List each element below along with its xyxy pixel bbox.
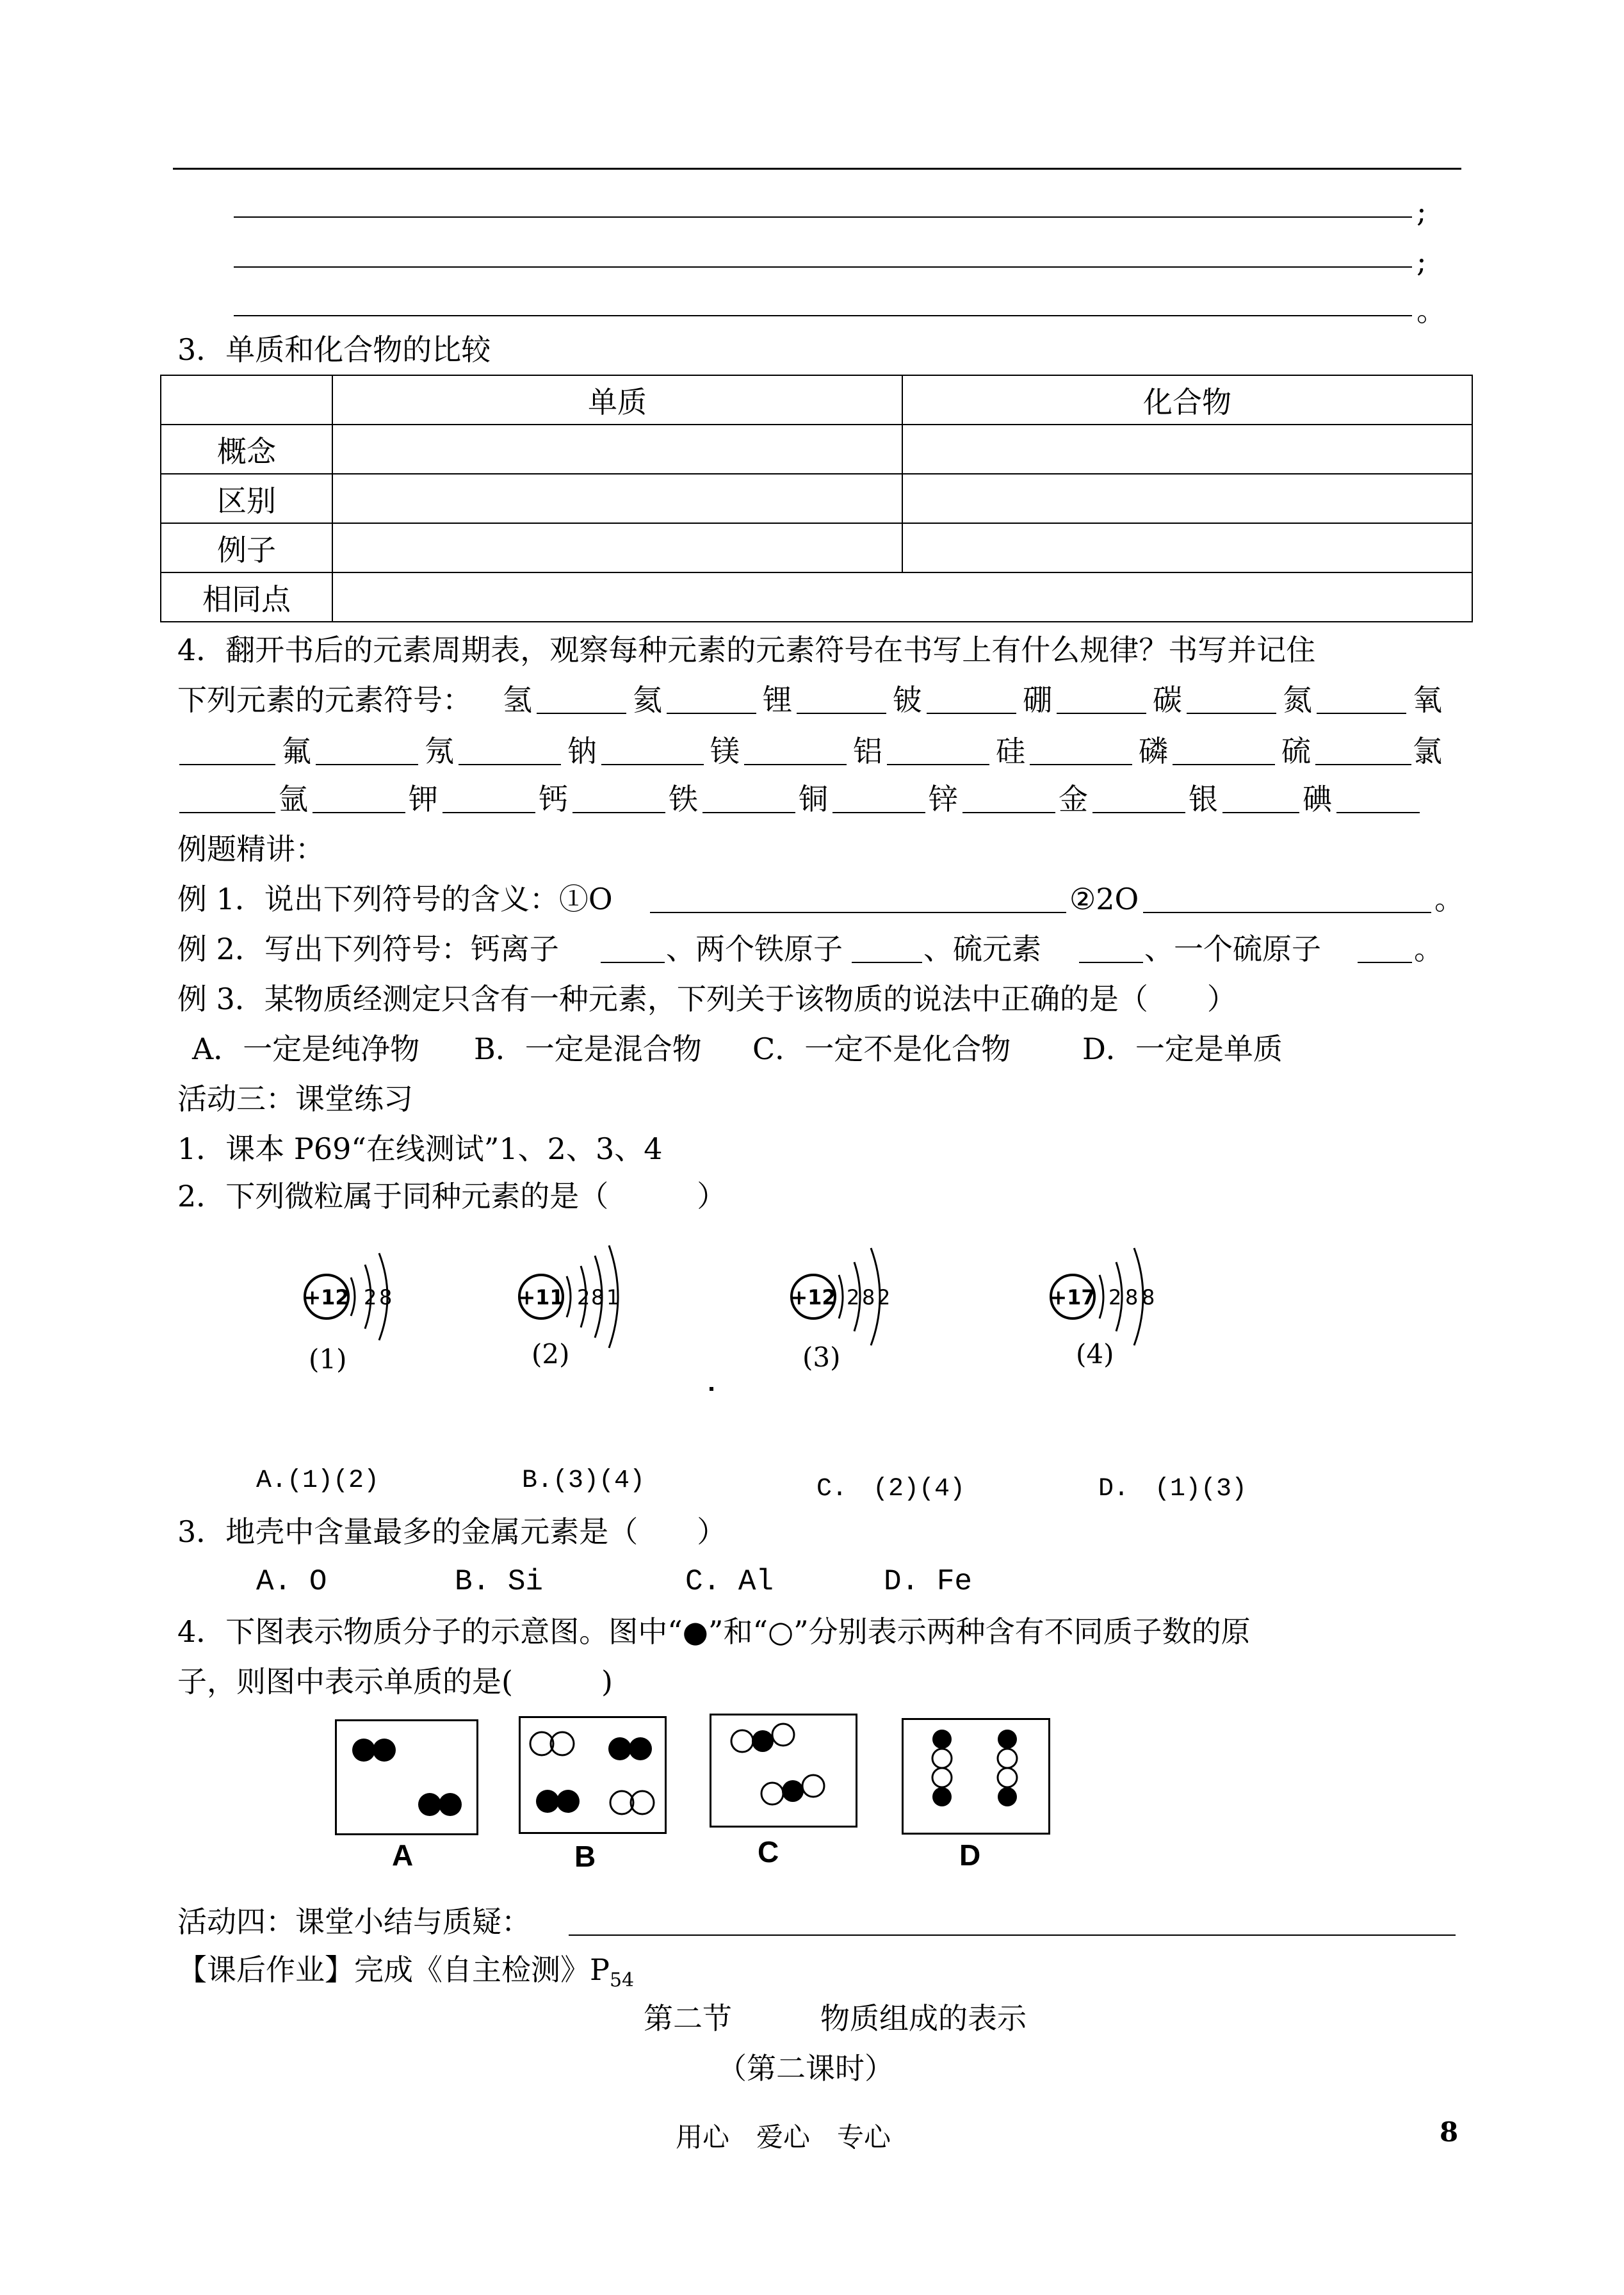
table-header-cell: 化合物 [902, 375, 1472, 425]
table-row [161, 425, 1472, 474]
molecule-label[interactable]: D [959, 1838, 981, 1872]
example-2-part: 例 2．写出下列符号：钙离子 [177, 932, 559, 966]
homework-text: 【课后作业】完成《自主检测》P [177, 1952, 610, 1987]
answer-blank-line[interactable] [1187, 713, 1276, 714]
element-name: 镁 [710, 734, 740, 768]
section-title: 第二节 物质组成的表示 [644, 2001, 1027, 2036]
nucleus-charge: +12 [790, 1285, 836, 1310]
answer-blank-line[interactable] [797, 713, 886, 714]
table-header-cell: 单质 [332, 375, 902, 425]
answer-blank-line[interactable] [832, 812, 925, 813]
table-row [161, 523, 1472, 572]
row-label: 例子 [161, 523, 332, 572]
element-name: 氦 [633, 683, 662, 717]
table-row [161, 572, 1472, 622]
answer-blank-line[interactable] [1079, 962, 1143, 963]
element-name: 锌 [929, 782, 958, 816]
element-name: 铍 [893, 683, 922, 717]
q3-title: 3．单质和化合物的比较 [177, 332, 491, 367]
answer-blank-line[interactable] [1143, 912, 1431, 913]
element-name: 氧 [1413, 683, 1442, 717]
element-name: 铝 [853, 734, 882, 768]
element-name: 金 [1059, 782, 1088, 816]
answer-blank-line[interactable] [569, 1934, 1456, 1936]
answer-blank-line[interactable] [234, 266, 1412, 268]
activity3-heading: 活动三：课堂练习 [177, 1082, 413, 1116]
element-name: 钾 [409, 782, 438, 816]
example-2-part: 、两个铁原子 [666, 932, 843, 966]
answer-blank-line[interactable] [313, 812, 405, 813]
element-name: 氩 [279, 782, 308, 816]
line-end-punct: ; [1417, 194, 1427, 229]
practice-3-option[interactable]: D. Fe [884, 1565, 973, 1598]
line-end-punct: 。 [1417, 293, 1446, 328]
practice-2-option[interactable]: D. (1)(3) [1098, 1475, 1247, 1504]
answer-blank-line[interactable] [1092, 812, 1185, 813]
atom-structure-diagram [1041, 1239, 1194, 1367]
element-name: 碘 [1303, 782, 1332, 816]
q4-line1: 4．翻开书后的元素周期表，观察每种元素的元素符号在书写上有什么规律？书写并记住 [177, 633, 1316, 667]
answer-blank-line[interactable] [601, 962, 665, 963]
shell-electrons: 8 [379, 1285, 393, 1310]
atom-structure-diagram [282, 1239, 429, 1367]
section-subtitle: （第二课时） [717, 2051, 894, 2086]
answer-blank-line[interactable] [1336, 812, 1420, 813]
atom-structure-diagram [775, 1239, 929, 1367]
answer-blank-line[interactable] [572, 812, 665, 813]
answer-cell[interactable] [332, 572, 1472, 622]
nucleus-charge: +17 [1050, 1285, 1096, 1310]
answer-blank-line[interactable] [667, 713, 756, 714]
example-3: 例 3．某物质经测定只含有一种元素，下列关于该物质的说法中正确的是（ ） [177, 982, 1237, 1016]
answer-blank-line[interactable] [459, 764, 561, 765]
answer-blank-line[interactable] [650, 912, 1066, 913]
row-label: 概念 [161, 425, 332, 474]
answer-blank-line[interactable] [1317, 713, 1406, 714]
atom-caption: (1) [309, 1343, 347, 1375]
table-row [161, 474, 1472, 523]
example-2-part: 。 [1414, 932, 1443, 966]
row-label: 区别 [161, 474, 332, 523]
page-number: 8 [1440, 2116, 1459, 2148]
answer-blank-line[interactable] [1315, 764, 1411, 765]
answer-cell[interactable] [902, 474, 1472, 523]
atom-caption: (3) [802, 1342, 841, 1373]
element-name: 氢 [503, 683, 532, 717]
answer-blank-line[interactable] [1173, 764, 1275, 765]
atom-caption: (2) [532, 1338, 570, 1370]
line-end-punct: ; [1417, 244, 1427, 279]
example-1-prefix: 例 1．说出下列符号的含义：①O [177, 882, 613, 916]
answer-cell[interactable] [902, 425, 1472, 474]
answer-blank-line[interactable] [1222, 812, 1299, 813]
answer-blank-line[interactable] [316, 764, 418, 765]
shell-electrons: 1 [606, 1285, 620, 1310]
q4-line2-prefix: 下列元素的元素符号： [177, 683, 472, 717]
shell-electrons: 8 [1142, 1285, 1155, 1310]
molecule-box-c [710, 1714, 857, 1828]
answer-cell[interactable] [332, 474, 902, 523]
comparison-table [160, 375, 1473, 622]
example-1-mid: ②2O [1069, 882, 1139, 916]
answer-cell[interactable] [332, 523, 902, 572]
element-name: 碳 [1153, 683, 1182, 717]
footer-motto: 用心 爱心 专心 [676, 2121, 891, 2153]
answer-blank-line[interactable] [537, 713, 626, 714]
element-name: 氮 [1283, 683, 1312, 717]
shell-electrons: 2 [847, 1285, 860, 1310]
answer-blank-line[interactable] [702, 812, 795, 813]
element-name: 氟 [282, 734, 311, 768]
answer-blank-line[interactable] [1358, 962, 1412, 963]
answer-blank-line[interactable] [601, 764, 704, 765]
practice-2-option[interactable]: B.(3)(4) [522, 1466, 646, 1495]
molecule-box-a [335, 1719, 478, 1835]
answer-cell[interactable] [902, 523, 1472, 572]
answer-blank-line[interactable] [962, 812, 1055, 813]
practice-4-line1: 4．下图表示物质分子的示意图。图中“●”和“○”分别表示两种含有不同质子数的原 [177, 1614, 1251, 1649]
nucleus-charge: +11 [518, 1285, 564, 1310]
practice-2: 2．下列微粒属于同种元素的是（ ） [177, 1179, 727, 1213]
shell-electrons: 8 [591, 1285, 605, 1310]
answer-blank-line[interactable] [234, 216, 1412, 218]
practice-4-line2: 子，则图中表示单质的是( ) [177, 1664, 613, 1699]
element-name: 锂 [763, 683, 792, 717]
answer-blank-line[interactable] [887, 764, 989, 765]
molecule-label[interactable]: B [574, 1840, 596, 1873]
practice-3-option[interactable]: B. Si [455, 1565, 544, 1598]
molecule-box-d [902, 1718, 1050, 1835]
answer-blank-line[interactable] [1030, 764, 1132, 765]
element-name: 钙 [539, 782, 568, 816]
example-3-option[interactable]: D．一定是单质 [1082, 1032, 1283, 1066]
shell-electrons: 2 [877, 1285, 891, 1310]
table-row [161, 375, 1472, 425]
examples-heading: 例题精讲： [177, 832, 325, 866]
shell-electrons: 2 [577, 1285, 590, 1310]
stray-dot [710, 1387, 713, 1391]
shell-electrons: 2 [1108, 1285, 1122, 1310]
answer-blank-line[interactable] [443, 812, 535, 813]
answer-cell[interactable] [332, 425, 902, 474]
atom-caption: (4) [1076, 1338, 1114, 1370]
homework [177, 1950, 634, 2000]
element-name: 磷 [1139, 734, 1168, 768]
molecule-box-b [519, 1716, 667, 1834]
practice-3: 3．地壳中含量最多的金属元素是（ ） [177, 1514, 727, 1549]
element-name: 氯 [1413, 734, 1442, 768]
element-name: 铁 [669, 782, 698, 816]
element-name: 铜 [799, 782, 828, 816]
nucleus-charge: +12 [304, 1285, 350, 1310]
answer-blank-line[interactable] [852, 962, 922, 963]
answer-blank-line[interactable] [234, 315, 1412, 316]
element-name: 硅 [996, 734, 1025, 768]
example-2-part: 、硫元素 [923, 932, 1041, 966]
practice-2-option[interactable]: C. (2)(4) [816, 1475, 966, 1504]
example-3-option[interactable]: B．一定是混合物 [474, 1032, 702, 1066]
row-label: 相同点 [161, 572, 332, 622]
element-name: 硫 [1281, 734, 1311, 768]
molecule-label[interactable]: A [392, 1838, 414, 1872]
answer-blank-line[interactable] [179, 764, 275, 765]
shell-electrons: 8 [1125, 1285, 1139, 1310]
example-3-option[interactable]: C．一定不是化合物 [752, 1032, 1011, 1066]
element-name: 银 [1189, 782, 1218, 816]
example-3-option[interactable]: A．一定是纯净物 [192, 1032, 420, 1066]
answer-blank-line[interactable] [1057, 713, 1146, 714]
element-name: 钠 [567, 734, 597, 768]
header-rule [173, 168, 1461, 170]
practice-1: 1．课本 P69“在线测试”1、2、3、4 [177, 1131, 663, 1166]
table-header-cell [161, 375, 332, 425]
practice-3-option[interactable]: A. O [256, 1565, 327, 1598]
homework-page: 54 [609, 1969, 635, 1992]
practice-2-option[interactable]: A.(1)(2) [256, 1466, 380, 1495]
element-name: 氖 [425, 734, 454, 768]
answer-blank-line[interactable] [927, 713, 1016, 714]
practice-3-option[interactable]: C. Al [685, 1565, 774, 1598]
shell-electrons: 2 [364, 1285, 377, 1310]
answer-blank-line[interactable] [744, 764, 847, 765]
shell-electrons: 8 [862, 1285, 875, 1310]
element-name: 硼 [1023, 683, 1052, 717]
example-2-part: 、一个硫原子 [1144, 932, 1321, 966]
example-1-end: 。 [1434, 882, 1464, 916]
activity4-heading: 活动四：课堂小结与质疑： [177, 1904, 531, 1939]
molecule-label[interactable]: C [758, 1835, 779, 1869]
answer-blank-line[interactable] [179, 812, 275, 813]
